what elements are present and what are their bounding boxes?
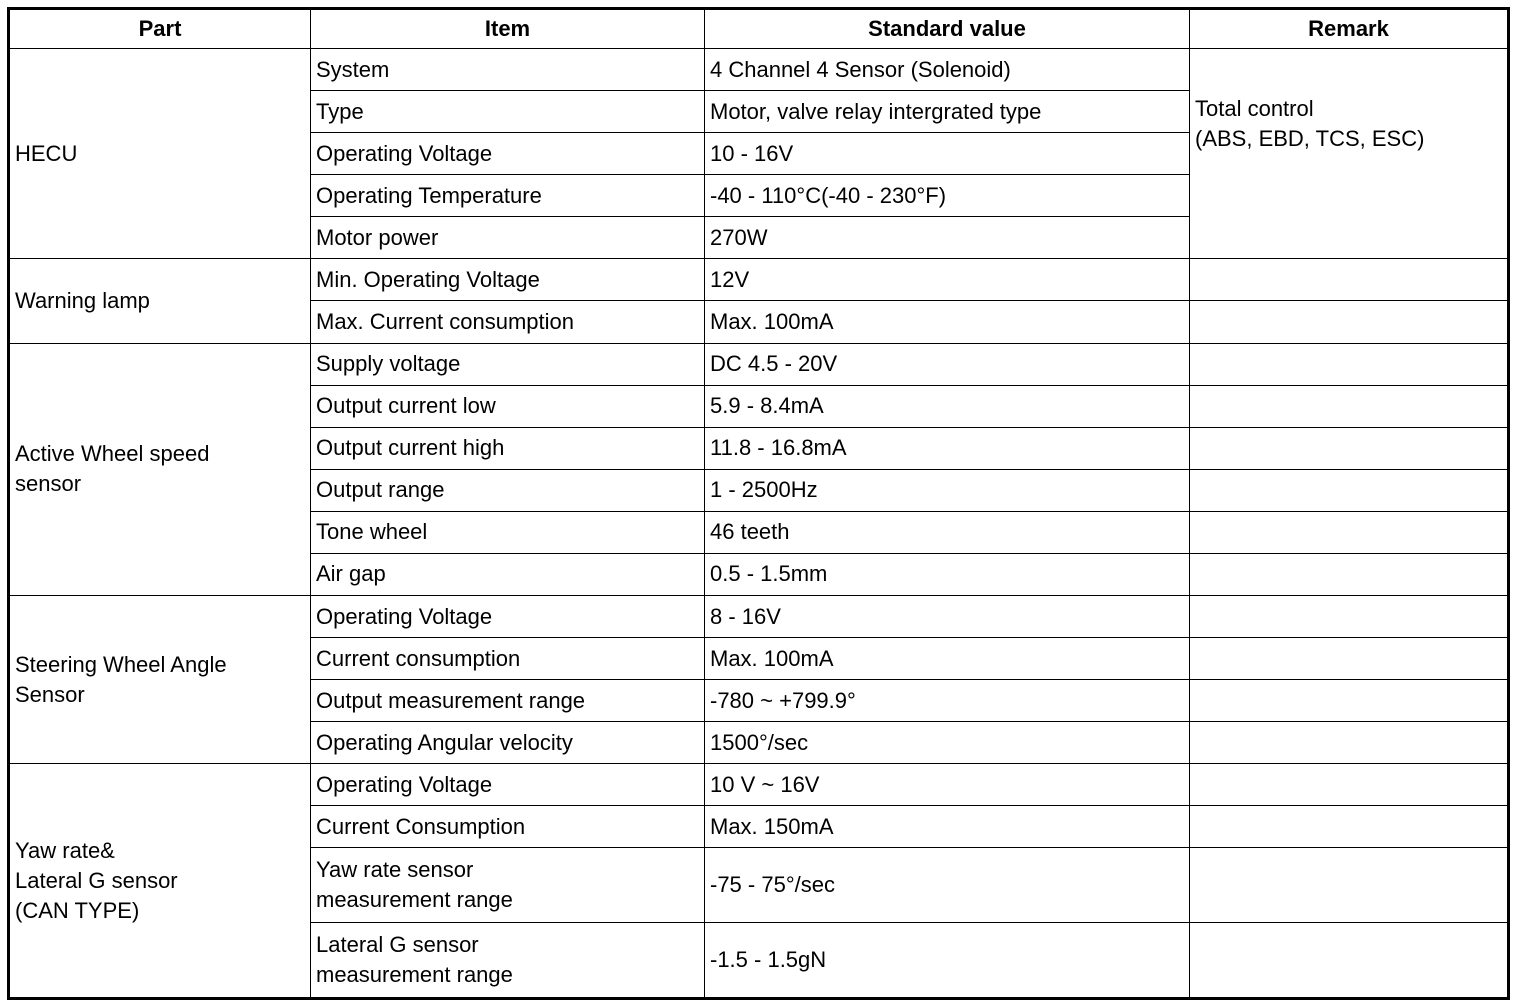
header-standard-value: Standard value xyxy=(705,9,1190,49)
table-body xyxy=(9,49,1509,999)
item-cell: Current consumption xyxy=(311,638,705,680)
table-row xyxy=(9,596,1509,638)
remark-cell-empty xyxy=(1190,427,1509,469)
value-cell: 11.8 - 16.8mA xyxy=(705,427,1190,469)
remark-cell-empty xyxy=(1190,301,1509,343)
value-cell: Max. 150mA xyxy=(705,806,1190,848)
value-cell: 5.9 - 8.4mA xyxy=(705,385,1190,427)
value-cell: 46 teeth xyxy=(705,511,1190,553)
value-cell: Motor, valve relay intergrated type xyxy=(705,91,1190,133)
part-cell: HECU xyxy=(9,49,311,259)
value-cell: 270W xyxy=(705,217,1190,259)
part-cell: Yaw rate& Lateral G sensor (CAN TYPE) xyxy=(9,764,311,999)
item-cell: Lateral G sensor measurement range xyxy=(311,923,705,999)
remark-cell-empty xyxy=(1190,806,1509,848)
header-part: Part xyxy=(9,9,311,49)
item-cell: Yaw rate sensor measurement range xyxy=(311,848,705,923)
remark-cell-empty xyxy=(1190,469,1509,511)
value-cell: -1.5 - 1.5gN xyxy=(705,923,1190,999)
table-row xyxy=(9,49,1509,91)
value-cell: 1500°/sec xyxy=(705,722,1190,764)
item-cell: Output measurement range xyxy=(311,680,705,722)
header-item: Item xyxy=(311,9,705,49)
remark-cell-empty xyxy=(1190,680,1509,722)
item-cell: System xyxy=(311,49,705,91)
item-cell: Output current high xyxy=(311,427,705,469)
part-cell: Warning lamp xyxy=(9,259,311,343)
value-cell: 10 - 16V xyxy=(705,133,1190,175)
remark-cell-empty xyxy=(1190,923,1509,999)
table-row xyxy=(9,259,1509,301)
value-cell: 4 Channel 4 Sensor (Solenoid) xyxy=(705,49,1190,91)
remark-cell-empty xyxy=(1190,343,1509,385)
item-cell: Type xyxy=(311,91,705,133)
remark-cell-empty xyxy=(1190,511,1509,553)
value-cell: -780 ~ +799.9° xyxy=(705,680,1190,722)
table-header xyxy=(9,9,1509,49)
item-cell: Operating Temperature xyxy=(311,175,705,217)
item-cell: Operating Angular velocity xyxy=(311,722,705,764)
table-row xyxy=(9,343,1509,385)
part-cell: Steering Wheel Angle Sensor xyxy=(9,596,311,764)
item-cell: Air gap xyxy=(311,553,705,595)
value-cell: Max. 100mA xyxy=(705,638,1190,680)
remark-cell-empty xyxy=(1190,638,1509,680)
remark-cell: Total control (ABS, EBD, TCS, ESC) xyxy=(1190,49,1509,259)
value-cell: 1 - 2500Hz xyxy=(705,469,1190,511)
spec-table xyxy=(7,7,1510,1000)
item-cell: Operating Voltage xyxy=(311,764,705,806)
item-cell: Tone wheel xyxy=(311,511,705,553)
header-remark: Remark xyxy=(1190,9,1509,49)
part-cell: Active Wheel speed sensor xyxy=(9,343,311,595)
item-cell: Motor power xyxy=(311,217,705,259)
table-row xyxy=(9,764,1509,806)
item-cell: Supply voltage xyxy=(311,343,705,385)
item-cell: Output current low xyxy=(311,385,705,427)
value-cell: 12V xyxy=(705,259,1190,301)
value-cell: Max. 100mA xyxy=(705,301,1190,343)
item-cell: Current Consumption xyxy=(311,806,705,848)
remark-cell-empty xyxy=(1190,764,1509,806)
item-cell: Output range xyxy=(311,469,705,511)
header-row xyxy=(9,9,1509,49)
value-cell: 10 V ~ 16V xyxy=(705,764,1190,806)
remark-cell-empty xyxy=(1190,385,1509,427)
remark-cell-empty xyxy=(1190,553,1509,595)
item-cell: Min. Operating Voltage xyxy=(311,259,705,301)
remark-cell-empty xyxy=(1190,259,1509,301)
item-cell: Operating Voltage xyxy=(311,133,705,175)
remark-cell-empty xyxy=(1190,848,1509,923)
item-cell: Operating Voltage xyxy=(311,596,705,638)
remark-cell-empty xyxy=(1190,596,1509,638)
value-cell: DC 4.5 - 20V xyxy=(705,343,1190,385)
value-cell: 8 - 16V xyxy=(705,596,1190,638)
value-cell: 0.5 - 1.5mm xyxy=(705,553,1190,595)
value-cell: -75 - 75°/sec xyxy=(705,848,1190,923)
value-cell: -40 - 110°C(-40 - 230°F) xyxy=(705,175,1190,217)
item-cell: Max. Current consumption xyxy=(311,301,705,343)
remark-cell-empty xyxy=(1190,722,1509,764)
